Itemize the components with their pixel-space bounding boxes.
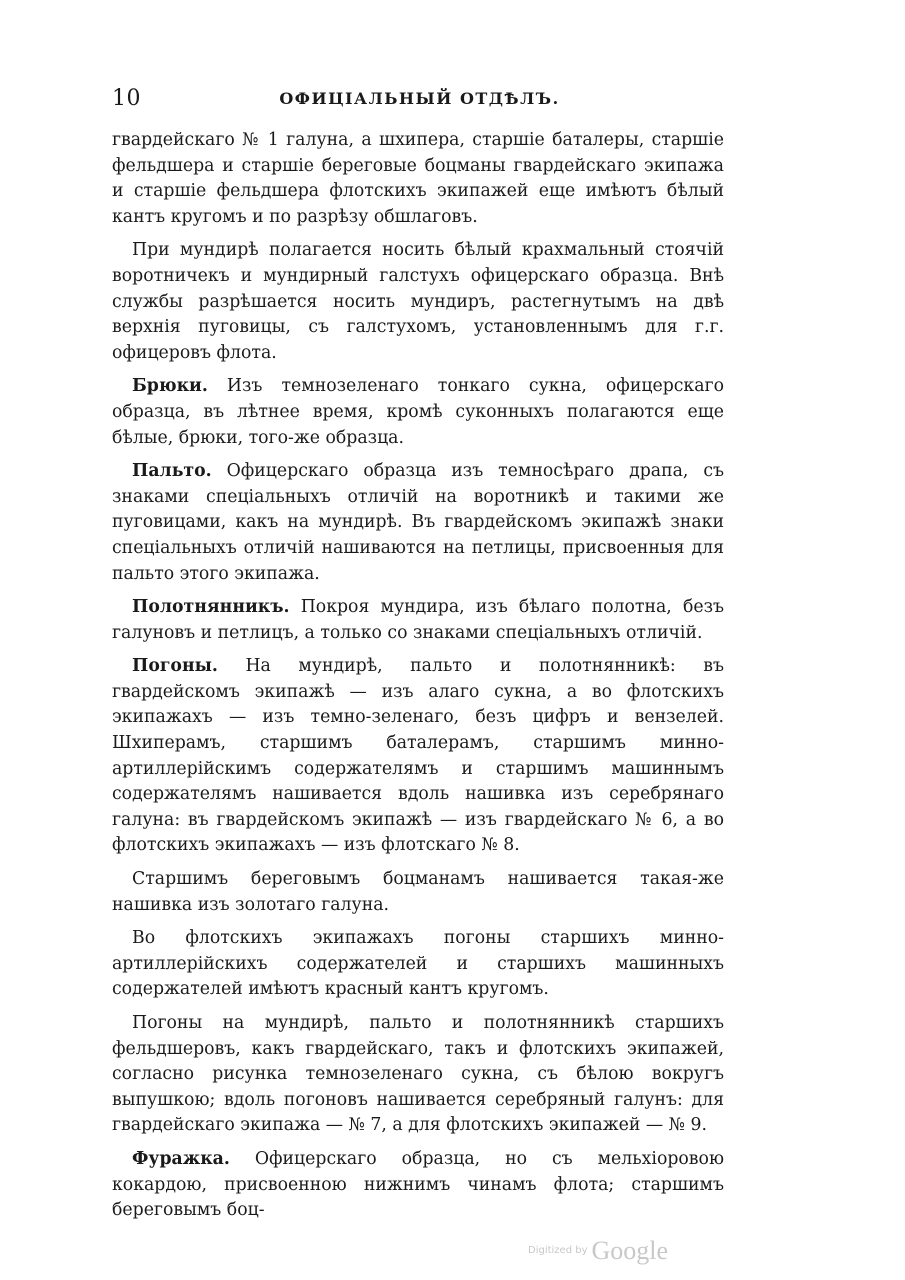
paragraph (112, 459, 724, 587)
paragraph (112, 1011, 724, 1139)
paragraph-text: Офицерскаго образца изъ темносѣраго драпа, съ знаками спеціальныхъ отличій на воротникѣ и такими же пуговицами, какъ на мундирѣ. Въ гвардейскомъ экипажѣ знаки спеціальныхъ отличій нашиваются на петлицы, присвоенныя для пальто этого экипажа. (112, 461, 724, 584)
paragraph-term: Полотнянникъ. (132, 597, 290, 618)
paragraph-text: Покроя мундира, изъ бѣлаго полотна, безъ галуновъ и петлицъ, а только со знаками спеціальныхъ отличій. (112, 597, 724, 643)
page-header (112, 86, 727, 116)
paragraph-text: Офицерскаго образца, но съ мельхіоровою кокардою, присвоенною нижнимъ чинамъ флота; старшимъ береговымъ боц- (112, 1148, 724, 1221)
paragraph (112, 926, 724, 1003)
paragraph-text: На мундирѣ, пальто и полотнянникѣ: въ гвардейскомъ экипажѣ — изъ алаго сукна, а во флотскихъ экипажахъ — изъ темно-зеленаго, безъ цифръ и вензелей. Шхиперамъ, старшимъ баталерамъ, старшимъ минно-артиллерійскимъ содержателямъ и старшимъ машиннымъ содержателямъ нашивается вдоль нашивка изъ серебрянаго галуна: въ гвардейскомъ экипажѣ — изъ гвардейскаго № 6, а во флотскихъ экипажахъ — изъ флотскаго № 8. (112, 656, 724, 856)
paragraph (112, 128, 724, 230)
paragraph (112, 238, 724, 366)
paragraph-term: Фуражка. (132, 1148, 230, 1169)
digitized-watermark (528, 1236, 728, 1266)
paragraph (112, 654, 724, 859)
paragraph (112, 374, 724, 451)
paragraph-text: Изъ темнозеленаго тонкаго сукна, офицерскаго образца, въ лѣтнее время, кромѣ суконныхъ полагаются еще бѣлые, брюки, того-же образца. (112, 376, 724, 448)
paragraph (112, 595, 724, 646)
page-number: 10 (112, 86, 141, 111)
paragraph-term: Брюки. (132, 376, 208, 397)
paragraph-text: Погоны на мундирѣ, пальто и полотнянникѣ старшихъ фельдшеровъ, какъ гвардейскаго, такъ и флотскихъ экипажей, согласно рисунка темнозеленаго сукна, съ бѣлою вокругъ выпушкою; вдоль погоновъ нашивается серебряный галунъ: для гвардейскаго экипажа — № 7, а для флотскихъ экипажей — № 9. (112, 1013, 724, 1136)
paragraph-text: Во флотскихъ экипажахъ погоны старшихъ минно-артиллерійскихъ содержателей и старшихъ машинныхъ содержателей имѣютъ красный кантъ кругомъ. (112, 928, 724, 1000)
paragraph-term: Пальто. (132, 461, 212, 482)
paragraph (112, 867, 724, 918)
google-logo: Google (591, 1236, 669, 1265)
watermark-prefix: Digitized by (528, 1245, 588, 1256)
paragraph-text: гвардейскаго № 1 галуна, а шхипера, старшіе баталеры, старшіе фельдшера и старшіе береговые боцманы гвардейскаго экипажа и старшіе фельдшера флотскихъ экипажей еще имѣютъ бѣлый кантъ кругомъ и по разрѣзу обшлаговъ. (112, 130, 724, 227)
paragraph-text: Старшимъ береговымъ боцманамъ нашивается такая-же нашивка изъ золотаго галуна. (112, 869, 724, 915)
paragraph-term: Погоны. (132, 656, 218, 677)
body-text (112, 128, 724, 1232)
paragraph-text: При мундирѣ полагается носить бѣлый крахмальный стоячій воротничекъ и мундирный галстухъ офицерскаго образца. Внѣ службы разрѣшается носить мундиръ, растегнутымъ на двѣ верхнія пуговицы, съ галстухомъ, установленнымъ для г.г. офицеровъ флота. (112, 240, 724, 363)
paragraph (112, 1147, 724, 1224)
running-title: ОФИЦІАЛЬНЫЙ ОТДѢЛЪ. (279, 89, 560, 108)
